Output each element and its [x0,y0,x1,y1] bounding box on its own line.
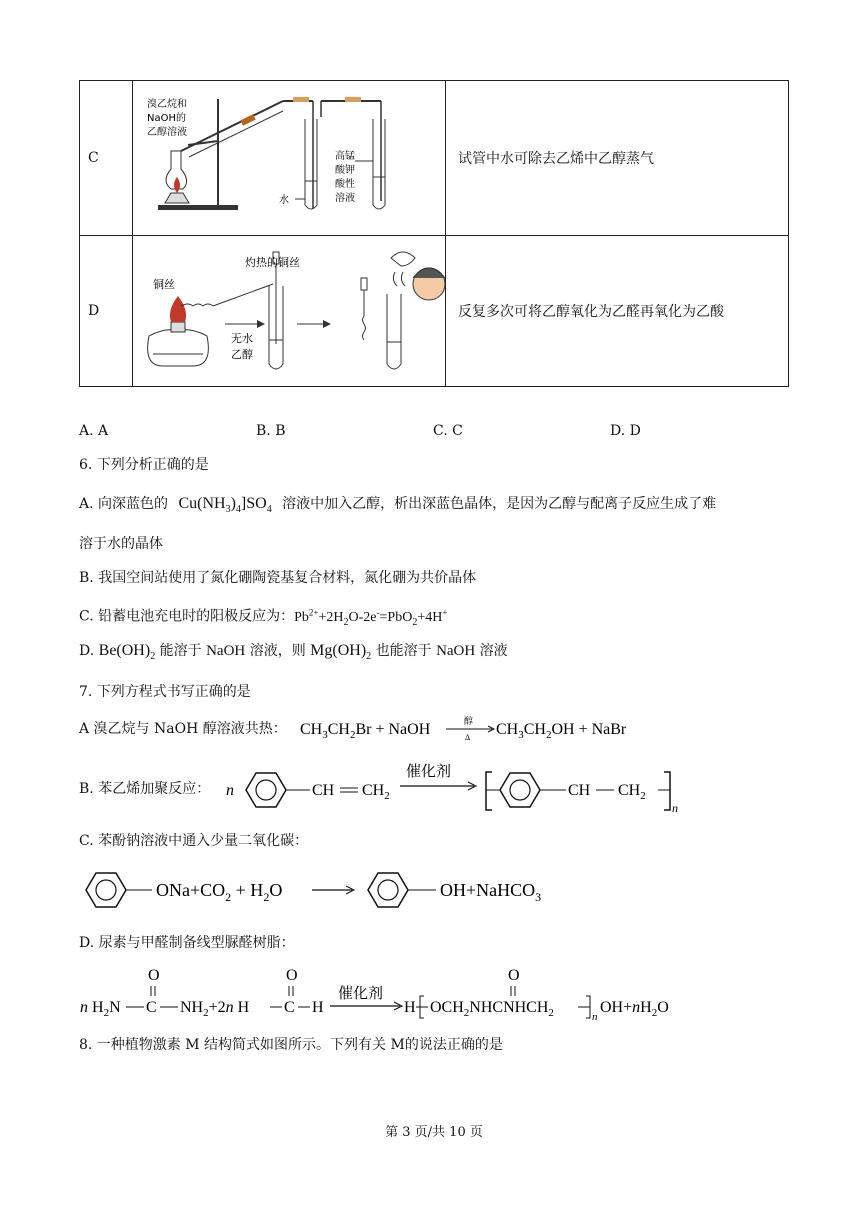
label-kmno4-4: 溶液 [335,193,355,204]
label-kmno4-1: 高锰 [335,151,355,162]
q7-option-a [79,720,287,738]
q6-option-b: B. 我国空间站使用了氮化硼陶瓷基复合材料，氮化硼为共价晶体 [79,570,477,586]
label-kmno4-2: 酸钾 [335,165,355,176]
q7-b-equation [224,758,684,816]
label-copper-wire: 铜丝 [153,278,175,291]
q7-d-catalyst: 催化剂 [338,984,384,1002]
options-table [79,80,789,387]
svg-text:OH+nH2O: $OH+nH_2O$ [600,999,669,1019]
svg-text:O: O [508,967,520,984]
svg-text:O: O [148,967,160,984]
svg-text:CH: CH [312,782,335,799]
q6-a-formula: $Cu(NH_3)_4]SO_4$ [178,495,272,516]
q6-d-naoh-2: NaOH [436,643,476,659]
svg-text:ONa+CO2 + H2O: $ONa+CO_2 + H_2O$ [156,880,283,904]
svg-text:NH2+2n H: $NH_2+2n$ H [180,999,250,1019]
q7-option-d-label: D. 尿素与甲醛制备线型脲醛树脂： [79,935,295,951]
label-kmno4-3: 酸性 [335,179,355,190]
eq-a-arrow-bottom: Δ [465,733,471,742]
q7-d-equation [80,962,720,1024]
svg-text:OH+NaHCO3: OH+NaHCO$_3$ [440,880,542,904]
q6-d-label: D. [79,643,95,659]
svg-text:H: H [404,999,416,1016]
row-description: 试管中水可除去乙烯中乙醇蒸气 [446,81,789,236]
label-naoh: NaOH的 [147,113,186,124]
svg-text:C: C [284,999,295,1016]
svg-text:n: n [226,782,234,799]
q7-a-equation [300,712,660,744]
eq-a-arrow-top: 醇 [464,716,474,726]
svg-text:n: n [592,1011,598,1023]
q7-b-catalyst: 催化剂 [406,762,452,780]
svg-text:OCH2NHCNHCH2: $OCH_2NHCNHCH_2$ [430,999,554,1019]
q6-d-text-3: 也能溶于 [375,643,432,659]
eq-a-left: $CH_3CH_2Br$ + NaOH [300,721,431,741]
q6-d-formula-1: $Be(OH)_2$ [98,642,156,663]
page-footer: 第 3 页/共 10 页 [385,1125,483,1140]
svg-text:CH: CH [568,782,591,799]
q6-a-text: A. 向深蓝色的 [79,496,169,512]
q6-d-text-4: 溶液 [479,643,508,659]
copper-oxidation-diagram [133,236,445,382]
label-anhydrous: 无水 [231,332,253,345]
option-d: D. D [610,423,641,439]
label-ethanol-solution: 乙醇溶液 [147,127,187,138]
q6-d-naoh-1: NaOH [206,643,246,659]
q7-c-equation [80,862,580,920]
q6-stem: 6. 下列分析正确的是 [79,457,209,473]
row-description: 反复多次可将乙醇氧化为乙醛再氧化为乙酸 [446,236,789,387]
q6-option-a [79,495,716,519]
q7-a-text: A 溴乙烷与 NaOH 醇溶液共热： [79,721,287,737]
apparatus-image-d [133,236,446,387]
q7-option-b-label: B. 苯乙烯加聚反应： [79,781,211,797]
label-water: 水 [279,195,289,206]
svg-text:CH2: $CH_2$ [362,782,390,802]
q6-option-d [79,642,508,666]
q6-option-a-cont: 溶于水的晶体 [79,536,163,552]
q6-d-text-1: 能溶于 [159,643,202,659]
elimination-apparatus-diagram [133,81,445,231]
row-label: C [80,81,133,236]
svg-text:CH2: $CH_2$ [618,782,646,802]
eq-a-right: $CH_3CH_2OH$ + NaBr [496,721,627,741]
svg-text:C: C [146,999,157,1016]
option-b: B. B [256,423,286,439]
q6-option-c: C. 铅蓄电池充电时的阳极反应为：$Pb^{2+}+2H_2O-2e^-=PbO_2+4H^+$ [79,607,448,628]
table-row [80,81,789,236]
q7-option-c-label: C. 苯酚钠溶液中通入少量二氧化碳： [79,833,309,849]
q6-a-text-2: 溶液中加入乙醇，析出深蓝色晶体，是因为乙醇与配离子反应生成了难 [282,496,717,512]
svg-text:n H2N: n $H_2N$ [80,999,121,1019]
label-ethanol: 乙醇 [231,348,253,361]
svg-text:H: H [312,999,324,1016]
q7-stem: 7. 下列方程式书写正确的是 [79,684,251,700]
option-a: A. A [79,423,109,439]
q6-d-text-2: 溶液，则 [249,643,306,659]
table-row [80,236,789,387]
svg-text:n: n [672,801,678,815]
label-hot-copper-wire: 灼热的铜丝 [245,256,300,269]
q8-stem: 8. 一种植物激素 M 结构简式如图所示。下列有关 M的说法正确的是 [79,1037,503,1053]
label-bromoethane: 溴乙烷和 [147,99,187,110]
svg-text:O: O [286,967,298,984]
q6-d-formula-2: $Mg(OH)_2$ [310,642,372,663]
option-c: C. C [433,423,463,439]
row-label: D [80,236,133,387]
apparatus-image-c [133,81,446,236]
